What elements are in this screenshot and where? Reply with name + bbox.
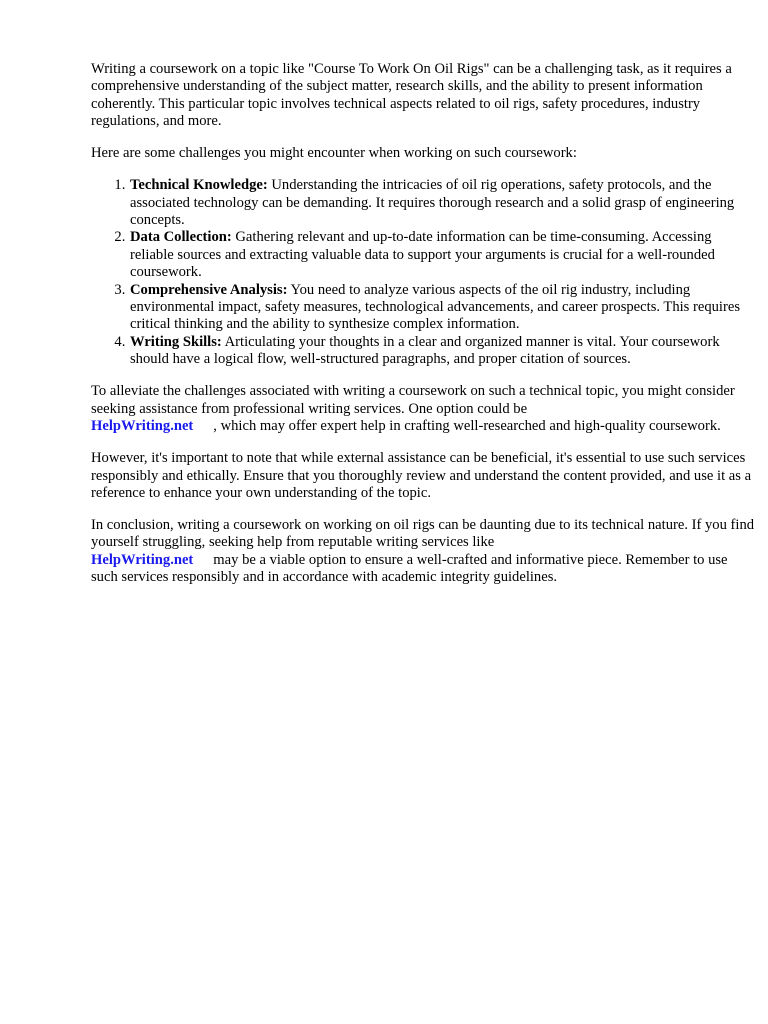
list-item [129,282,756,334]
alleviate-paragraph [91,383,756,435]
list-item [129,177,756,229]
conclusion-text-after: may be a viable option to ensure a well-crafted and informative piece. Remember to use such services responsibly and in accordance with academic integrity guidelines. [91,551,728,586]
conclusion-text-before: In conclusion, writing a coursework on working on oil rigs can be daunting due to its technical nature. If you find yourself struggling, seeking help from reputable writing services like [91,516,755,551]
helpwriting-link[interactable]: HelpWriting.net [91,551,194,568]
alleviate-text-after: , which may offer expert help in crafting well-researched and high-quality coursework. [213,418,721,435]
list-item-text: You need to analyze various aspects of the oil rig industry, including environmental impact, safety measures, technological advancements, and career prospects. This requires critical thinking and the ability to synthesize complex information. [130,281,741,333]
list-item-term: Comprehensive Analysis: [130,281,288,298]
conclusion-paragraph [91,517,756,587]
list-item-text: Articulating your thoughts in a clear and organized manner is vital. Your coursework should have a logical flow, well-structured paragraphs, and proper citation of sources. [130,333,720,368]
list-item [129,229,756,281]
list-item-term: Technical Knowledge: [130,177,268,194]
intro-paragraph: Writing a coursework on a topic like "Course To Work On Oil Rigs" can be a challenging task, as it requires a comprehensive understanding of the subject matter, research skills, and the ability to present information coherently. This particular topic involves technical aspects related to oil rigs, safety procedures, industry regulations, and more. [91,61,732,130]
list-item-term: Data Collection: [130,229,232,246]
challenges-intro: Here are some challenges you might encounter when working on such coursework: [91,145,577,162]
list-item [129,334,756,369]
challenges-list [91,177,756,368]
however-paragraph: However, it's important to note that while external assistance can be beneficial, it's essential to use such services responsibly and ethically. Ensure that you thoroughly review and understand the content provided, and use it as a reference to enhance your own understanding of the topic. [91,450,752,501]
document-page [91,61,756,601]
list-item-term: Writing Skills: [130,333,222,350]
helpwriting-link[interactable]: HelpWriting.net [91,418,194,435]
list-item-text: Understanding the intricacies of oil rig operations, safety protocols, and the associated technology can be demanding. It requires thorough research and a solid grasp of engineering concepts. [130,177,735,229]
list-item-text: Gathering relevant and up-to-date information can be time-consuming. Accessing reliable sources and extracting valuable data to support your arguments is crucial for a well-rounded coursework. [130,229,715,281]
alleviate-text-before: To alleviate the challenges associated with writing a coursework on such a technical topic, you might consider seeking assistance from professional writing services. One option could be [91,383,735,417]
